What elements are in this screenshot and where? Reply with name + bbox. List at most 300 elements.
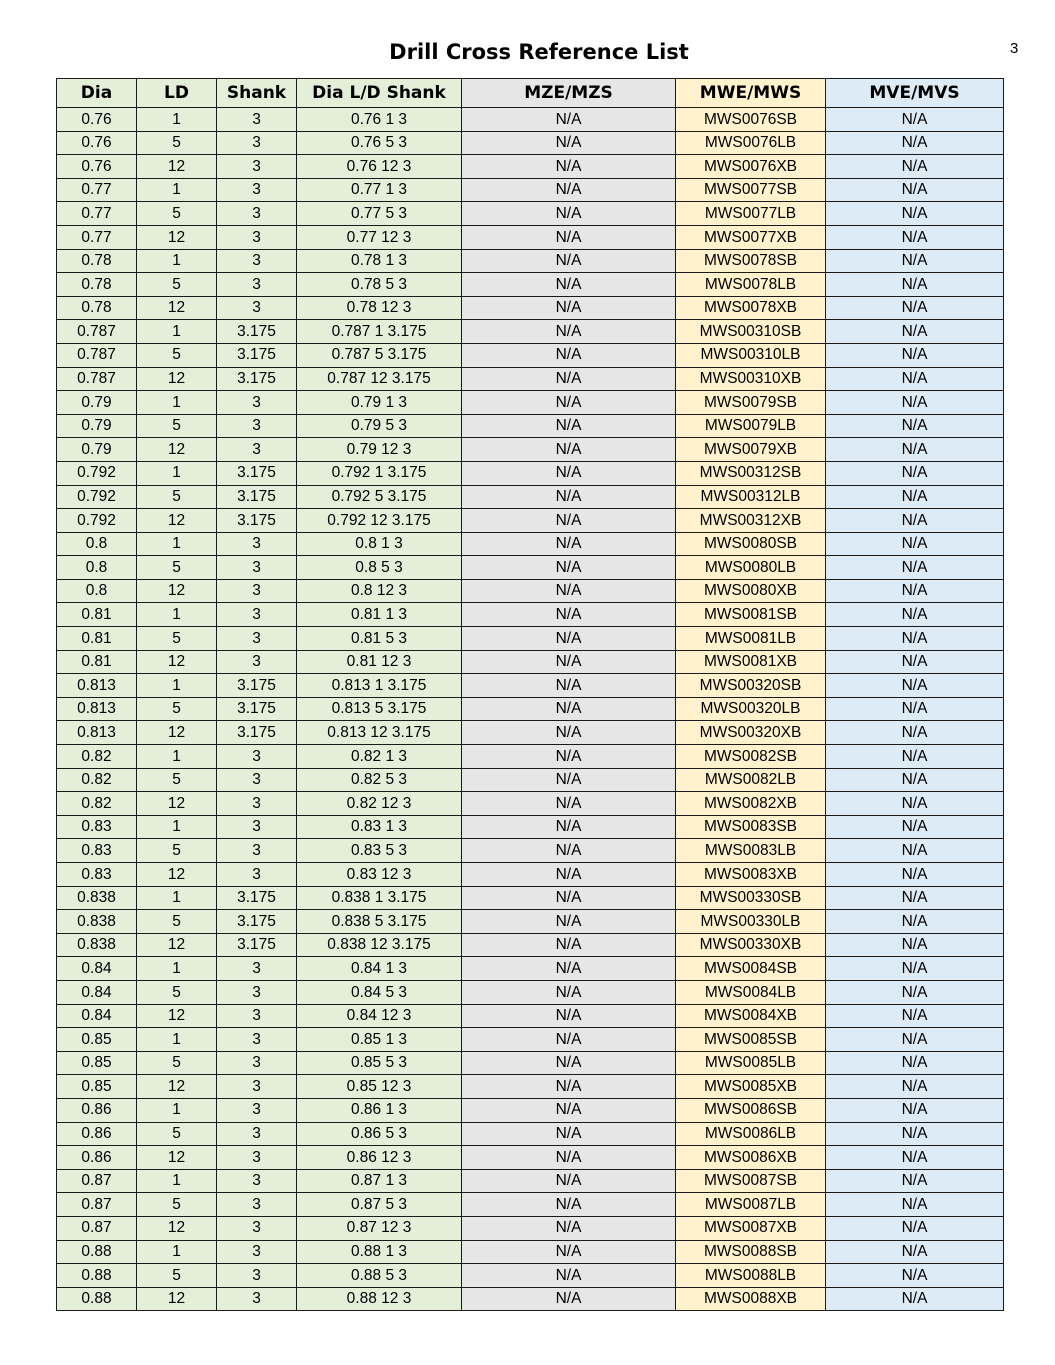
cell-mve-mvs: N/A <box>826 1146 1004 1170</box>
cell-mze-mzs: N/A <box>462 485 676 509</box>
cell-shank: 3 <box>217 532 297 556</box>
cell-dia-ld-shank: 0.77 12 3 <box>297 225 462 249</box>
table-row <box>57 391 1004 415</box>
table-row <box>57 910 1004 934</box>
cell-dia: 0.76 <box>57 155 137 179</box>
cell-mze-mzs: N/A <box>462 1240 676 1264</box>
cell-ld: 5 <box>137 839 217 863</box>
cell-mve-mvs: N/A <box>826 249 1004 273</box>
cell-mwe-mws: MWS00330XB <box>676 933 826 957</box>
cell-mze-mzs: N/A <box>462 1193 676 1217</box>
table-row <box>57 980 1004 1004</box>
cell-dia-ld-shank: 0.86 1 3 <box>297 1098 462 1122</box>
cell-shank: 3 <box>217 980 297 1004</box>
cell-shank: 3 <box>217 839 297 863</box>
cell-shank: 3 <box>217 650 297 674</box>
cell-mve-mvs: N/A <box>826 674 1004 698</box>
table-row <box>57 1193 1004 1217</box>
cell-mze-mzs: N/A <box>462 1004 676 1028</box>
cell-mve-mvs: N/A <box>826 131 1004 155</box>
cell-mze-mzs: N/A <box>462 863 676 887</box>
cell-dia-ld-shank: 0.86 12 3 <box>297 1146 462 1170</box>
cell-shank: 3 <box>217 579 297 603</box>
cell-mwe-mws: MWS0083XB <box>676 863 826 887</box>
cell-mwe-mws: MWS0077XB <box>676 225 826 249</box>
cell-dia: 0.79 <box>57 414 137 438</box>
cell-mze-mzs: N/A <box>462 886 676 910</box>
cell-ld: 12 <box>137 438 217 462</box>
cell-ld: 1 <box>137 815 217 839</box>
cell-shank: 3 <box>217 1075 297 1099</box>
cell-ld: 1 <box>137 178 217 202</box>
cell-ld: 1 <box>137 1098 217 1122</box>
column-header-shank: Shank <box>217 79 297 108</box>
table-row <box>57 1004 1004 1028</box>
cell-mve-mvs: N/A <box>826 1264 1004 1288</box>
cell-mze-mzs: N/A <box>462 957 676 981</box>
cell-shank: 3 <box>217 603 297 627</box>
cell-mze-mzs: N/A <box>462 674 676 698</box>
cell-ld: 1 <box>137 957 217 981</box>
cell-mve-mvs: N/A <box>826 980 1004 1004</box>
table-row <box>57 320 1004 344</box>
cell-dia-ld-shank: 0.76 5 3 <box>297 131 462 155</box>
cell-mve-mvs: N/A <box>826 1169 1004 1193</box>
cell-ld: 12 <box>137 721 217 745</box>
cell-shank: 3 <box>217 202 297 226</box>
cell-dia: 0.83 <box>57 815 137 839</box>
cell-dia: 0.85 <box>57 1051 137 1075</box>
cell-ld: 5 <box>137 697 217 721</box>
cell-shank: 3 <box>217 225 297 249</box>
cell-ld: 5 <box>137 980 217 1004</box>
cell-dia-ld-shank: 0.82 1 3 <box>297 745 462 769</box>
cell-dia: 0.813 <box>57 697 137 721</box>
cell-mwe-mws: MWS0087XB <box>676 1216 826 1240</box>
table-row <box>57 532 1004 556</box>
cell-shank: 3 <box>217 1264 297 1288</box>
cell-shank: 3 <box>217 556 297 580</box>
cell-mze-mzs: N/A <box>462 839 676 863</box>
table-row <box>57 1051 1004 1075</box>
cell-mve-mvs: N/A <box>826 745 1004 769</box>
cell-mwe-mws: MWS00320LB <box>676 697 826 721</box>
cell-mwe-mws: MWS0088LB <box>676 1264 826 1288</box>
cell-dia: 0.787 <box>57 343 137 367</box>
cell-dia: 0.87 <box>57 1193 137 1217</box>
cell-dia-ld-shank: 0.77 1 3 <box>297 178 462 202</box>
cell-mze-mzs: N/A <box>462 1264 676 1288</box>
cell-dia-ld-shank: 0.79 1 3 <box>297 391 462 415</box>
cell-mwe-mws: MWS00310XB <box>676 367 826 391</box>
cell-dia-ld-shank: 0.8 5 3 <box>297 556 462 580</box>
cell-mwe-mws: MWS0077SB <box>676 178 826 202</box>
cell-ld: 12 <box>137 1004 217 1028</box>
cell-shank: 3 <box>217 768 297 792</box>
cell-ld: 5 <box>137 1264 217 1288</box>
column-header-mve-mvs: MVE/MVS <box>826 79 1004 108</box>
cell-mve-mvs: N/A <box>826 485 1004 509</box>
cell-mze-mzs: N/A <box>462 155 676 179</box>
cell-dia: 0.792 <box>57 509 137 533</box>
table-row <box>57 509 1004 533</box>
cell-shank: 3 <box>217 1098 297 1122</box>
cell-dia: 0.85 <box>57 1028 137 1052</box>
cell-mve-mvs: N/A <box>826 367 1004 391</box>
cell-ld: 12 <box>137 155 217 179</box>
cell-ld: 1 <box>137 745 217 769</box>
cell-mze-mzs: N/A <box>462 438 676 462</box>
cell-dia: 0.83 <box>57 863 137 887</box>
page-title: Drill Cross Reference List <box>389 40 689 64</box>
table-row <box>57 745 1004 769</box>
cell-mwe-mws: MWS0076XB <box>676 155 826 179</box>
cell-mve-mvs: N/A <box>826 296 1004 320</box>
cell-mve-mvs: N/A <box>826 1240 1004 1264</box>
cell-mve-mvs: N/A <box>826 579 1004 603</box>
cell-dia-ld-shank: 0.787 12 3.175 <box>297 367 462 391</box>
cell-ld: 1 <box>137 1240 217 1264</box>
column-header-dia-ld-shank: Dia L/D Shank <box>297 79 462 108</box>
cell-mwe-mws: MWS0080LB <box>676 556 826 580</box>
cell-ld: 1 <box>137 1028 217 1052</box>
cell-dia-ld-shank: 0.787 1 3.175 <box>297 320 462 344</box>
cell-dia: 0.86 <box>57 1122 137 1146</box>
cell-mwe-mws: MWS0084LB <box>676 980 826 1004</box>
cell-dia-ld-shank: 0.84 12 3 <box>297 1004 462 1028</box>
cell-dia: 0.787 <box>57 320 137 344</box>
cell-dia: 0.86 <box>57 1146 137 1170</box>
cell-mve-mvs: N/A <box>826 1122 1004 1146</box>
cell-mze-mzs: N/A <box>462 650 676 674</box>
cell-dia: 0.77 <box>57 225 137 249</box>
cell-mze-mzs: N/A <box>462 980 676 1004</box>
cell-shank: 3 <box>217 155 297 179</box>
cell-shank: 3 <box>217 1169 297 1193</box>
cell-dia-ld-shank: 0.85 12 3 <box>297 1075 462 1099</box>
cell-mze-mzs: N/A <box>462 579 676 603</box>
cell-mze-mzs: N/A <box>462 202 676 226</box>
table-row <box>57 650 1004 674</box>
cell-mze-mzs: N/A <box>462 414 676 438</box>
cell-mve-mvs: N/A <box>826 1287 1004 1311</box>
table-row <box>57 438 1004 462</box>
table-row <box>57 556 1004 580</box>
cell-mve-mvs: N/A <box>826 1051 1004 1075</box>
cell-mze-mzs: N/A <box>462 367 676 391</box>
cell-mve-mvs: N/A <box>826 721 1004 745</box>
cell-shank: 3 <box>217 1122 297 1146</box>
cell-mze-mzs: N/A <box>462 225 676 249</box>
table-row <box>57 1146 1004 1170</box>
cell-dia-ld-shank: 0.78 5 3 <box>297 273 462 297</box>
cell-mve-mvs: N/A <box>826 509 1004 533</box>
cell-mwe-mws: MWS0079LB <box>676 414 826 438</box>
cell-shank: 3 <box>217 391 297 415</box>
cell-dia-ld-shank: 0.8 1 3 <box>297 532 462 556</box>
cell-mwe-mws: MWS00312SB <box>676 461 826 485</box>
cell-shank: 3 <box>217 1051 297 1075</box>
cell-shank: 3.175 <box>217 721 297 745</box>
cell-mwe-mws: MWS0081XB <box>676 650 826 674</box>
column-header-mwe-mws: MWE/MWS <box>676 79 826 108</box>
cell-mze-mzs: N/A <box>462 792 676 816</box>
cell-mve-mvs: N/A <box>826 933 1004 957</box>
cell-mve-mvs: N/A <box>826 343 1004 367</box>
cell-mwe-mws: MWS0076SB <box>676 108 826 132</box>
cell-shank: 3 <box>217 1146 297 1170</box>
cell-mze-mzs: N/A <box>462 131 676 155</box>
cell-mve-mvs: N/A <box>826 627 1004 651</box>
cell-mze-mzs: N/A <box>462 320 676 344</box>
cell-dia: 0.78 <box>57 296 137 320</box>
cell-mve-mvs: N/A <box>826 886 1004 910</box>
cell-dia: 0.838 <box>57 886 137 910</box>
cell-mze-mzs: N/A <box>462 1216 676 1240</box>
cell-ld: 1 <box>137 249 217 273</box>
cell-shank: 3.175 <box>217 367 297 391</box>
cell-shank: 3 <box>217 108 297 132</box>
table-row <box>57 367 1004 391</box>
cell-dia: 0.787 <box>57 367 137 391</box>
table-row <box>57 202 1004 226</box>
cell-shank: 3.175 <box>217 320 297 344</box>
cell-mwe-mws: MWS0080SB <box>676 532 826 556</box>
cell-mwe-mws: MWS0087LB <box>676 1193 826 1217</box>
cell-dia-ld-shank: 0.82 12 3 <box>297 792 462 816</box>
cell-shank: 3.175 <box>217 674 297 698</box>
cell-mze-mzs: N/A <box>462 296 676 320</box>
cell-mve-mvs: N/A <box>826 225 1004 249</box>
cell-mwe-mws: MWS0084SB <box>676 957 826 981</box>
table-row <box>57 108 1004 132</box>
cell-dia: 0.792 <box>57 485 137 509</box>
cell-dia: 0.8 <box>57 532 137 556</box>
cell-ld: 5 <box>137 202 217 226</box>
cell-shank: 3 <box>217 1216 297 1240</box>
table-row <box>57 1264 1004 1288</box>
table-row <box>57 957 1004 981</box>
cell-mwe-mws: MWS0082LB <box>676 768 826 792</box>
cell-mve-mvs: N/A <box>826 815 1004 839</box>
cell-dia: 0.81 <box>57 650 137 674</box>
cell-mwe-mws: MWS0088SB <box>676 1240 826 1264</box>
cell-ld: 5 <box>137 1051 217 1075</box>
cell-dia-ld-shank: 0.78 1 3 <box>297 249 462 273</box>
cell-mze-mzs: N/A <box>462 1169 676 1193</box>
table-row <box>57 674 1004 698</box>
cell-mwe-mws: MWS00320SB <box>676 674 826 698</box>
cell-ld: 5 <box>137 910 217 934</box>
cell-dia-ld-shank: 0.838 1 3.175 <box>297 886 462 910</box>
cell-mze-mzs: N/A <box>462 933 676 957</box>
cell-dia: 0.76 <box>57 108 137 132</box>
cell-mze-mzs: N/A <box>462 697 676 721</box>
cell-dia: 0.8 <box>57 579 137 603</box>
table-row <box>57 155 1004 179</box>
cell-ld: 1 <box>137 674 217 698</box>
cell-dia-ld-shank: 0.79 5 3 <box>297 414 462 438</box>
cell-dia-ld-shank: 0.84 5 3 <box>297 980 462 1004</box>
cell-ld: 5 <box>137 768 217 792</box>
cell-dia-ld-shank: 0.84 1 3 <box>297 957 462 981</box>
cell-dia-ld-shank: 0.81 5 3 <box>297 627 462 651</box>
cell-mze-mzs: N/A <box>462 273 676 297</box>
cell-dia-ld-shank: 0.76 12 3 <box>297 155 462 179</box>
cell-shank: 3 <box>217 745 297 769</box>
table-row <box>57 1075 1004 1099</box>
cell-mwe-mws: MWS0076LB <box>676 131 826 155</box>
cell-mve-mvs: N/A <box>826 556 1004 580</box>
cell-mze-mzs: N/A <box>462 603 676 627</box>
cell-mwe-mws: MWS0082XB <box>676 792 826 816</box>
cell-dia: 0.84 <box>57 1004 137 1028</box>
cell-mwe-mws: MWS0085XB <box>676 1075 826 1099</box>
cell-dia: 0.77 <box>57 178 137 202</box>
cell-mze-mzs: N/A <box>462 768 676 792</box>
table-row <box>57 485 1004 509</box>
cell-dia-ld-shank: 0.838 5 3.175 <box>297 910 462 934</box>
cell-mze-mzs: N/A <box>462 745 676 769</box>
cell-mze-mzs: N/A <box>462 391 676 415</box>
cell-shank: 3 <box>217 957 297 981</box>
cell-mze-mzs: N/A <box>462 1075 676 1099</box>
cell-dia-ld-shank: 0.76 1 3 <box>297 108 462 132</box>
cell-mwe-mws: MWS0083SB <box>676 815 826 839</box>
table-row <box>57 1098 1004 1122</box>
cell-ld: 1 <box>137 320 217 344</box>
cell-dia: 0.88 <box>57 1240 137 1264</box>
cell-mve-mvs: N/A <box>826 414 1004 438</box>
cell-mve-mvs: N/A <box>826 603 1004 627</box>
table-row <box>57 839 1004 863</box>
table-row <box>57 1287 1004 1311</box>
cell-dia-ld-shank: 0.88 5 3 <box>297 1264 462 1288</box>
table-row <box>57 579 1004 603</box>
cell-dia-ld-shank: 0.787 5 3.175 <box>297 343 462 367</box>
cell-mve-mvs: N/A <box>826 1075 1004 1099</box>
cell-dia-ld-shank: 0.79 12 3 <box>297 438 462 462</box>
cell-mve-mvs: N/A <box>826 697 1004 721</box>
table-row <box>57 1240 1004 1264</box>
cell-mwe-mws: MWS00330SB <box>676 886 826 910</box>
cell-mwe-mws: MWS00312LB <box>676 485 826 509</box>
table-row <box>57 461 1004 485</box>
cell-mve-mvs: N/A <box>826 863 1004 887</box>
cell-shank: 3 <box>217 1240 297 1264</box>
table-row <box>57 603 1004 627</box>
cell-dia-ld-shank: 0.86 5 3 <box>297 1122 462 1146</box>
cell-mve-mvs: N/A <box>826 273 1004 297</box>
cell-ld: 12 <box>137 933 217 957</box>
cell-mze-mzs: N/A <box>462 1028 676 1052</box>
cell-dia: 0.82 <box>57 768 137 792</box>
cell-mve-mvs: N/A <box>826 320 1004 344</box>
cell-mze-mzs: N/A <box>462 461 676 485</box>
cell-dia: 0.78 <box>57 273 137 297</box>
cell-mwe-mws: MWS0080XB <box>676 579 826 603</box>
cell-mze-mzs: N/A <box>462 178 676 202</box>
cell-dia-ld-shank: 0.78 12 3 <box>297 296 462 320</box>
cell-dia-ld-shank: 0.792 12 3.175 <box>297 509 462 533</box>
table-row <box>57 1122 1004 1146</box>
cell-ld: 12 <box>137 863 217 887</box>
cell-shank: 3 <box>217 273 297 297</box>
cell-shank: 3.175 <box>217 485 297 509</box>
cell-dia-ld-shank: 0.77 5 3 <box>297 202 462 226</box>
cell-dia: 0.77 <box>57 202 137 226</box>
cell-dia: 0.88 <box>57 1264 137 1288</box>
cell-dia-ld-shank: 0.8 12 3 <box>297 579 462 603</box>
cell-dia-ld-shank: 0.792 1 3.175 <box>297 461 462 485</box>
table-row <box>57 296 1004 320</box>
cell-mve-mvs: N/A <box>826 957 1004 981</box>
cell-mwe-mws: MWS00320XB <box>676 721 826 745</box>
cell-mwe-mws: MWS0084XB <box>676 1004 826 1028</box>
cell-ld: 1 <box>137 461 217 485</box>
cell-shank: 3.175 <box>217 509 297 533</box>
cell-mze-mzs: N/A <box>462 627 676 651</box>
cell-ld: 5 <box>137 1122 217 1146</box>
cell-mze-mzs: N/A <box>462 1098 676 1122</box>
cell-dia-ld-shank: 0.81 1 3 <box>297 603 462 627</box>
cell-ld: 12 <box>137 650 217 674</box>
cell-ld: 12 <box>137 367 217 391</box>
cell-dia: 0.813 <box>57 674 137 698</box>
cell-shank: 3 <box>217 131 297 155</box>
cell-dia-ld-shank: 0.87 5 3 <box>297 1193 462 1217</box>
cell-dia-ld-shank: 0.87 12 3 <box>297 1216 462 1240</box>
cell-mze-mzs: N/A <box>462 343 676 367</box>
cell-dia: 0.86 <box>57 1098 137 1122</box>
cell-shank: 3.175 <box>217 343 297 367</box>
cell-shank: 3 <box>217 1287 297 1311</box>
table-row <box>57 1028 1004 1052</box>
cell-mve-mvs: N/A <box>826 108 1004 132</box>
cell-mve-mvs: N/A <box>826 391 1004 415</box>
cell-dia: 0.83 <box>57 839 137 863</box>
cell-mze-mzs: N/A <box>462 532 676 556</box>
cell-shank: 3 <box>217 414 297 438</box>
cell-ld: 5 <box>137 131 217 155</box>
cell-dia: 0.81 <box>57 627 137 651</box>
cell-dia: 0.82 <box>57 745 137 769</box>
cell-mve-mvs: N/A <box>826 178 1004 202</box>
cell-mve-mvs: N/A <box>826 1216 1004 1240</box>
cell-ld: 5 <box>137 556 217 580</box>
cell-mwe-mws: MWS0088XB <box>676 1287 826 1311</box>
cell-shank: 3 <box>217 1193 297 1217</box>
page-number: 3 <box>1010 40 1019 57</box>
cell-mve-mvs: N/A <box>826 461 1004 485</box>
table-row <box>57 768 1004 792</box>
cell-ld: 12 <box>137 225 217 249</box>
cell-shank: 3.175 <box>217 697 297 721</box>
cell-dia-ld-shank: 0.83 1 3 <box>297 815 462 839</box>
header-row <box>57 79 1004 108</box>
cell-shank: 3 <box>217 1028 297 1052</box>
cell-dia: 0.78 <box>57 249 137 273</box>
cell-ld: 5 <box>137 273 217 297</box>
table-row <box>57 933 1004 957</box>
cell-mwe-mws: MWS0083LB <box>676 839 826 863</box>
cell-dia-ld-shank: 0.85 5 3 <box>297 1051 462 1075</box>
cell-mve-mvs: N/A <box>826 1098 1004 1122</box>
cell-dia: 0.838 <box>57 910 137 934</box>
cell-mve-mvs: N/A <box>826 792 1004 816</box>
cell-dia: 0.81 <box>57 603 137 627</box>
cell-dia: 0.79 <box>57 391 137 415</box>
